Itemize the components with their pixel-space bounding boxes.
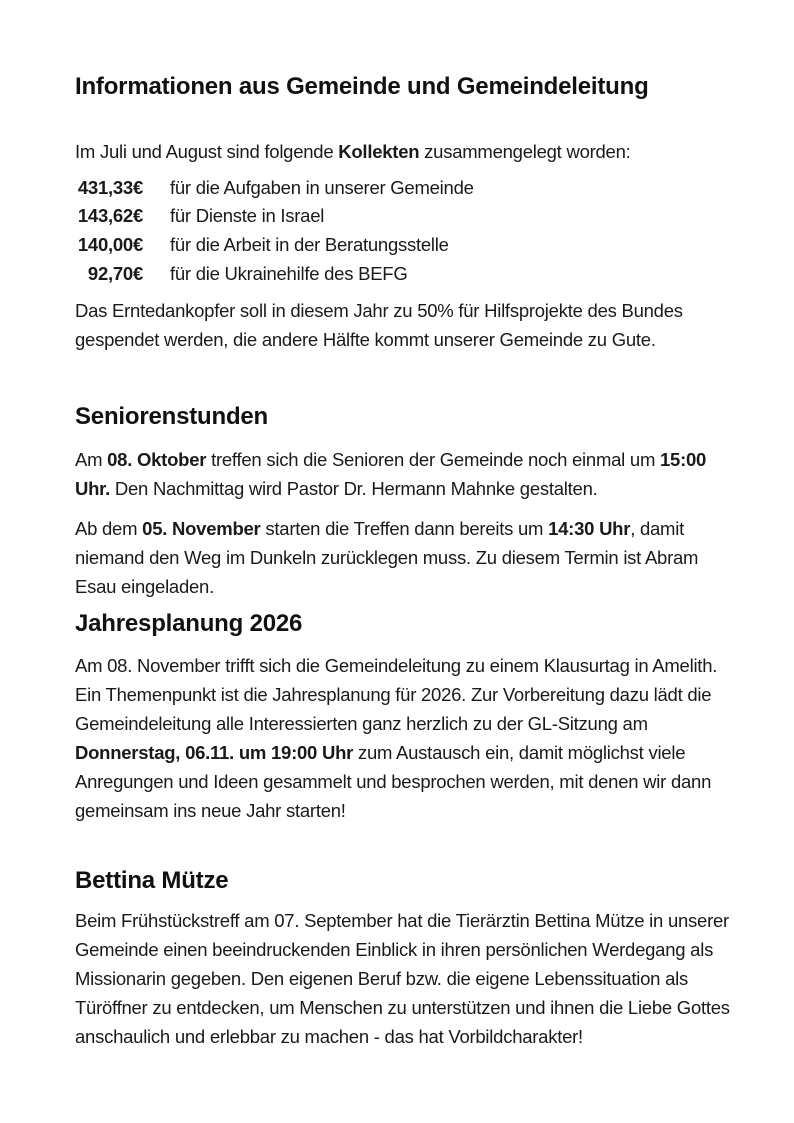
erntedank-paragraph: Das Erntedankopfer soll in diesem Jahr zu 50% für Hilfsprojekte des Bundes gespendet werden, die andere Hälfte kommt unserer Gemeinde zu Gute. [75,300,683,351]
collection-row [75,231,736,260]
collection-amount: 92,70€ [87,262,143,284]
collection-row [75,174,736,203]
collection-row [75,202,736,231]
bettina-muetze-paragraph: Beim Frühstückstreff am 07. September hat die Tierärztin Bettina Mütze in unserer Gemeinde einen beeindruckenden Einblick in ihren persönlichen Werdegang als Missionarin gegeben. Den eigenen Beruf bzw. die eigene Lebenssituation als Türöffner zu entdecken, um Menschen zu unterstützen und ihnen die Liebe Gottes anschaulich und erlebbar zu machen - das hat Vorbildcharakter! [75,910,730,1048]
section-heading-seniorenstunden: Seniorenstunden [75,403,269,431]
collection-amount: 140,00€ [77,234,143,255]
jahresplanung-paragraph: Am 08. November trifft sich die Gemeindeleitung zu einem Klausurtag in Amelith. Ein Themenpunkt ist die Jahresplanung für 2026. Zur Vorbereitung dazu lädt die Gemeindeleitung alle Interessierten ganz herzlich zu der GL-Sitzung am Donnerstag, 06.11. um 19:00 Uhr zum Austausch ein, damit möglichst viele Anregungen und Ideen gesammelt und besprochen werden, mit denen wir dann gemeinsam ins neue Jahr starten! [75,654,718,821]
collection-purpose: für Dienste in Israel [170,205,325,227]
collections-list [75,174,736,289]
collection-row [75,260,736,289]
intro-paragraph: Im Juli und August sind folgende Kollekten zusammengelegt worden: [75,140,631,162]
seniorenstunden-paragraph-1: Am 08. Oktober treffen sich die Senioren der Gemeinde noch einmal um 15:00 Uhr. Den Nachmittag wird Pastor Dr. Hermann Mahnke gestalten. [75,449,707,499]
collection-purpose: für die Aufgaben in unserer Gemeinde [170,176,474,198]
collection-amount: 143,62€ [77,205,143,227]
section-heading-jahresplanung: Jahresplanung 2026 [75,610,303,637]
collection-amount: 431,33€ [77,176,143,198]
collection-purpose: für die Arbeit in der Beratungsstelle [170,234,449,255]
collection-purpose: für die Ukrainehilfe des BEFG [170,262,408,284]
section-heading-bettina-muetze: Bettina Mütze [75,866,229,894]
document-title: Informationen aus Gemeinde und Gemeindeleitung [75,73,649,100]
seniorenstunden-paragraph-2: Ab dem 05. November starten die Treffen dann bereits um 14:30 Uhr, damit niemand den Weg im Dunkeln zurücklegen muss. Zu diesem Termin ist Abram Esau eingeladen. [75,518,699,597]
